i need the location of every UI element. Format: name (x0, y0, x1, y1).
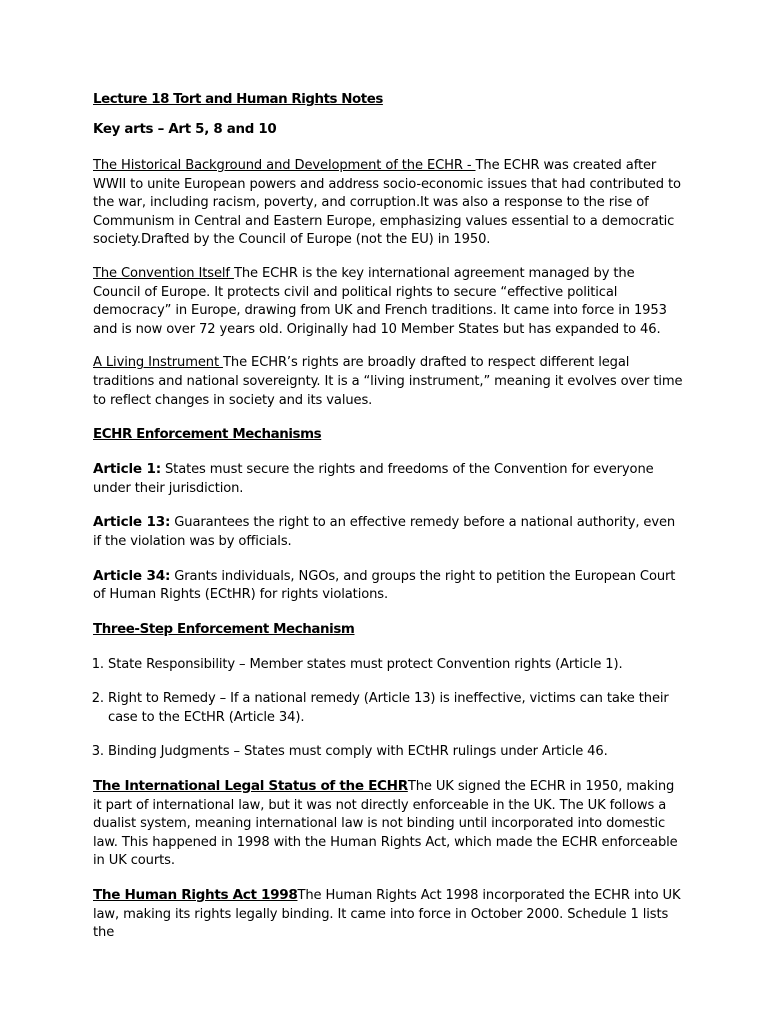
list-item: 2. Right to Remedy – If a national remedy (Article 13) is ineffective, victims can take their case to the ECtHR (Article 34). (108, 690, 683, 727)
historical-heading: The Historical Background and Development of the ECHR - (93, 158, 476, 173)
hra-text: The Human Rights Act 1998 incorporated the ECHR into UK law, making its rights legally binding. It came into force in October 2000. Schedule 1 lists the (93, 888, 681, 941)
steps-list (93, 656, 683, 762)
living-instrument-text: The ECHR’s rights are broadly drafted to respect different legal traditions and national sovereignty. It is a “living instrument,” meaning it evolves over time to reflect changes in society and its values. (93, 355, 683, 408)
international-status-text: The UK signed the ECHR in 1950, making it part of international law, but it was not directly enforceable in the UK. The UK follows a dualist system, meaning international law is not binding until incorporated into domestic law. This happened in 1998 with the Human Rights Act, which made the ECHR enforceable in UK courts. (93, 779, 678, 869)
living-instrument-paragraph (93, 354, 683, 410)
historical-text: The ECHR was created after WWII to unite European powers and address socio-economic issues that had contributed to the war, including racism, poverty, and corruption.It was also a response to the rise of Communism in Central and Eastern Europe, emphasizing values essential to a democratic society.Drafted by the Council of Europe (not the EU) in 1950. (93, 158, 681, 248)
living-instrument-heading: A Living Instrument (93, 355, 224, 371)
article-label: Article 1: (93, 461, 161, 478)
convention-paragraph (93, 265, 683, 339)
article-paragraph (93, 567, 683, 605)
list-item: 1. State Responsibility – Member states must protect Convention rights (Article 1). (108, 656, 683, 675)
article-text: Grants individuals, NGOs, and groups the right to petition the European Court of Human Rights (ECtHR) for rights violations. (93, 568, 676, 603)
convention-text: The ECHR is the key international agreement managed by the Council of Europe. It protects civil and political rights to secure “effective political democracy” in Europe, drawing from UK and French traditions. It came into force in 1953 and is now over 72 years old. Originally had 10 Member States but has expanded to 46. (93, 265, 667, 337)
article-text: Guarantees the right to an effective remedy before a national authority, even if the violation was by officials. (93, 515, 676, 549)
article-label: Article 34: (93, 567, 171, 584)
three-step-heading: Three-Step Enforcement Mechanism (93, 621, 355, 637)
hra-heading: The Human Rights Act 1998 (93, 887, 298, 904)
list-item: 3. Binding Judgments – States must comply with ECtHR rulings under Article 46. (108, 743, 683, 762)
international-status-heading: The International Legal Status of the ECHR (93, 778, 408, 795)
article-paragraph (93, 513, 683, 551)
international-status-paragraph (93, 777, 683, 871)
hra-paragraph (93, 886, 683, 943)
article-paragraph (93, 460, 683, 498)
convention-heading: The Convention Itself (93, 265, 234, 281)
key-arts-line: Key arts – Art 5, 8 and 10 (93, 122, 277, 137)
article-label: Article 13: (93, 514, 171, 531)
document-title: Lecture 18 Tort and Human Rights Notes (93, 92, 383, 107)
historical-paragraph (93, 157, 683, 250)
document-page (93, 90, 683, 943)
enforcement-mechanisms-heading: ECHR Enforcement Mechanisms (93, 427, 322, 443)
article-text: States must secure the rights and freedoms of the Convention for everyone under their jurisdiction. (93, 462, 654, 496)
